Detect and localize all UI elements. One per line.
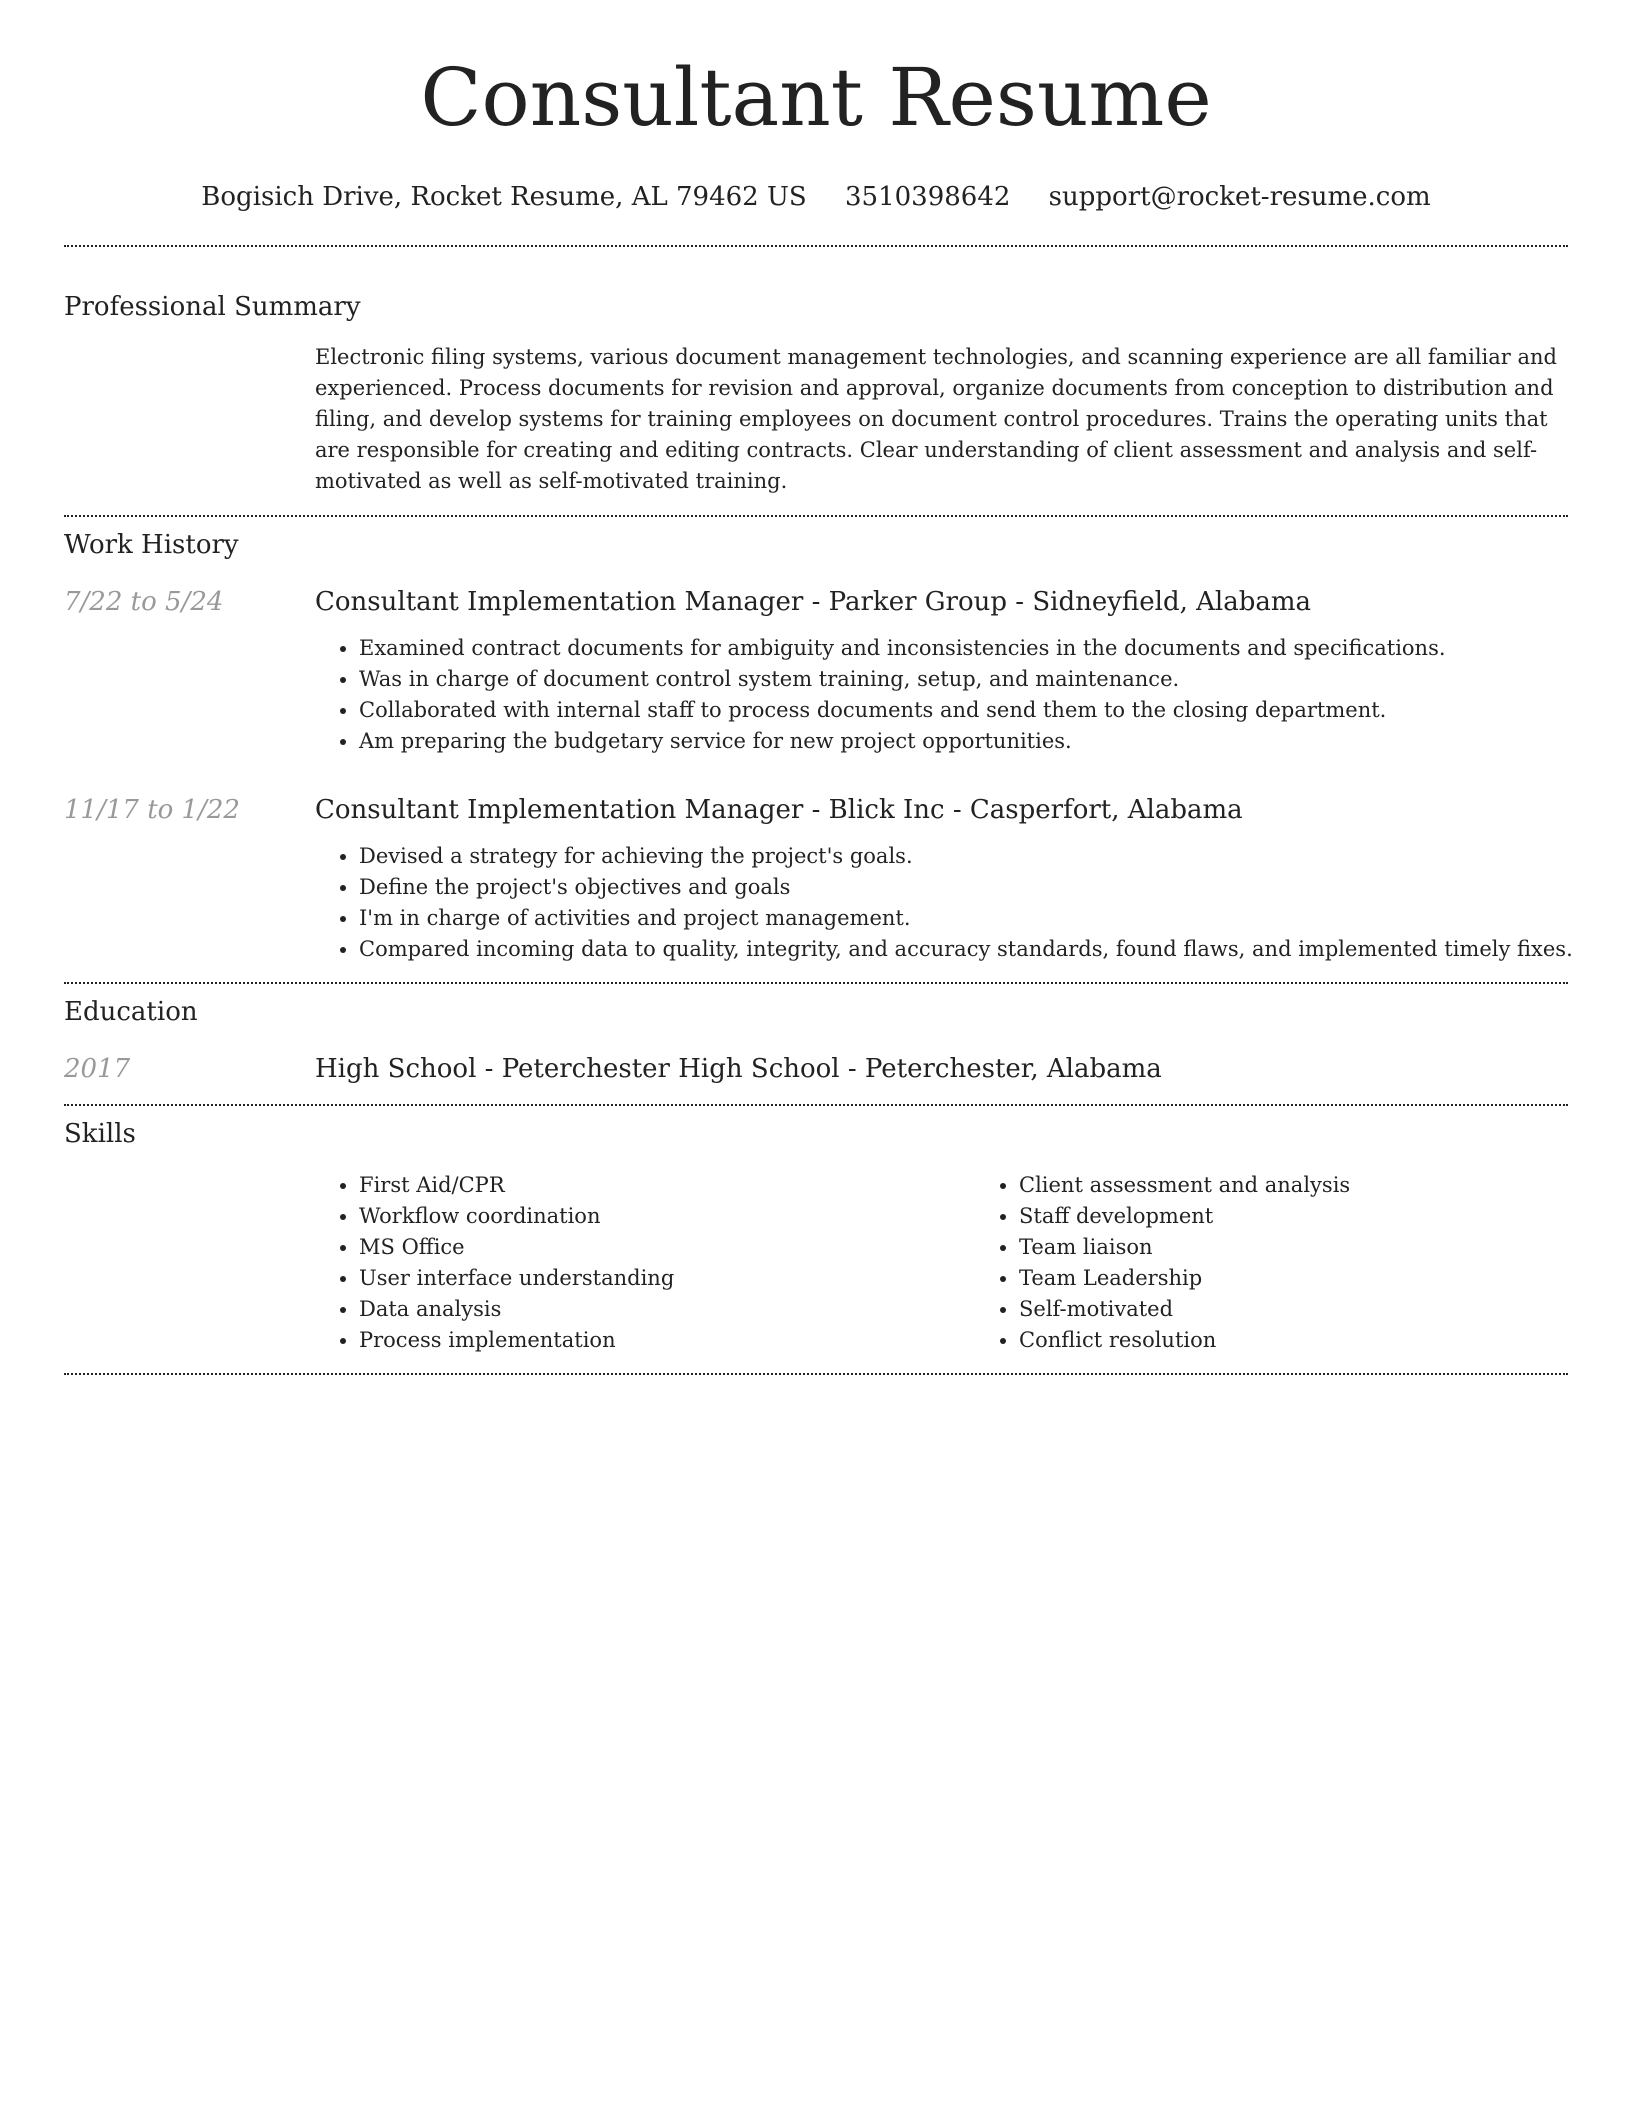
education-section bbox=[64, 995, 1568, 1086]
contact-address: Bogisich Drive, Rocket Resume, AL 79462 US bbox=[201, 182, 807, 212]
work-history-section bbox=[64, 528, 1573, 965]
skill-item: • MS Office bbox=[359, 1232, 975, 1263]
job-bullet: • Was in charge of document control system training, setup, and maintenance. bbox=[359, 664, 1612, 695]
skill-item: • Data analysis bbox=[359, 1294, 975, 1325]
skill-item: • Workflow coordination bbox=[359, 1201, 975, 1232]
job-title: Consultant Implementation Manager - Parker Group - Sidneyfield, Alabama bbox=[315, 587, 1312, 617]
education-title: High School - Peterchester High School - Peterchester, Alabama bbox=[315, 1054, 1162, 1084]
skills-columns bbox=[315, 1170, 1568, 1356]
job-entry bbox=[64, 585, 1568, 757]
skill-item: • First Aid/CPR bbox=[359, 1170, 975, 1201]
divider bbox=[64, 245, 1568, 247]
job-bullets bbox=[315, 633, 1612, 757]
job-bullet: • I'm in charge of activities and project management. bbox=[359, 903, 1612, 934]
skill-item: • Team Leadership bbox=[1019, 1263, 1632, 1294]
contact-line bbox=[64, 180, 1568, 214]
skills-list-right bbox=[975, 1170, 1632, 1356]
divider bbox=[64, 1104, 1568, 1106]
skill-item: • Staff development bbox=[1019, 1201, 1632, 1232]
contact-email: support@rocket-resume.com bbox=[1048, 182, 1431, 212]
skills-section bbox=[64, 1117, 1568, 1356]
job-entry bbox=[64, 793, 1573, 965]
summary-section bbox=[64, 290, 1568, 497]
job-bullets bbox=[315, 841, 1612, 965]
skill-item: • Self-motivated bbox=[1019, 1294, 1632, 1325]
job-bullet: • Define the project's objectives and goals bbox=[359, 872, 1612, 903]
resume-page bbox=[64, 0, 1573, 1375]
skill-item: • User interface understanding bbox=[359, 1263, 975, 1294]
education-year: 2017 bbox=[64, 1054, 131, 1084]
job-bullet: • Am preparing the budgetary service for new project opportunities. bbox=[359, 726, 1612, 757]
job-title: Consultant Implementation Manager - Blick Inc - Casperfort, Alabama bbox=[315, 795, 1243, 825]
contact-phone: 3510398642 bbox=[844, 182, 1011, 212]
skills-list-left bbox=[315, 1170, 975, 1356]
summary-heading: Professional Summary bbox=[64, 292, 361, 322]
education-entry bbox=[64, 1052, 1568, 1086]
job-bullet: • Examined contract documents for ambiguity and inconsistencies in the documents and specifications. bbox=[359, 633, 1612, 664]
work-history-heading: Work History bbox=[64, 530, 239, 560]
skill-item: • Team liaison bbox=[1019, 1232, 1632, 1263]
job-bullet: • Compared incoming data to quality, integrity, and accuracy standards, found flaws, and implemented timely fixes. bbox=[359, 934, 1612, 965]
skill-item: • Client assessment and analysis bbox=[1019, 1170, 1632, 1201]
divider bbox=[64, 982, 1568, 984]
job-dates: 11/17 to 1/22 bbox=[64, 795, 240, 825]
skills-heading: Skills bbox=[64, 1119, 136, 1149]
summary-text: Electronic filing systems, various document management technologies, and scanning experience are all familiar and experienced. Process documents for revision and approval, organize documents from conception to distribution and filing, and develop systems for training employees on document control procedures. Trains the operating units that are responsible for creating and editing contracts. Clear understanding of client assessment and analysis and self-motivated as well as self-motivated training. bbox=[315, 345, 1557, 493]
job-dates: 7/22 to 5/24 bbox=[64, 587, 224, 617]
job-bullet: • Collaborated with internal staff to process documents and send them to the closing department. bbox=[359, 695, 1612, 726]
divider bbox=[64, 515, 1568, 517]
education-heading: Education bbox=[64, 997, 198, 1027]
job-bullet: • Devised a strategy for achieving the project's goals. bbox=[359, 841, 1612, 872]
skill-item: • Process implementation bbox=[359, 1325, 975, 1356]
divider bbox=[64, 1373, 1568, 1375]
skill-item: • Conflict resolution bbox=[1019, 1325, 1632, 1356]
resume-title: Consultant Resume bbox=[420, 51, 1212, 144]
